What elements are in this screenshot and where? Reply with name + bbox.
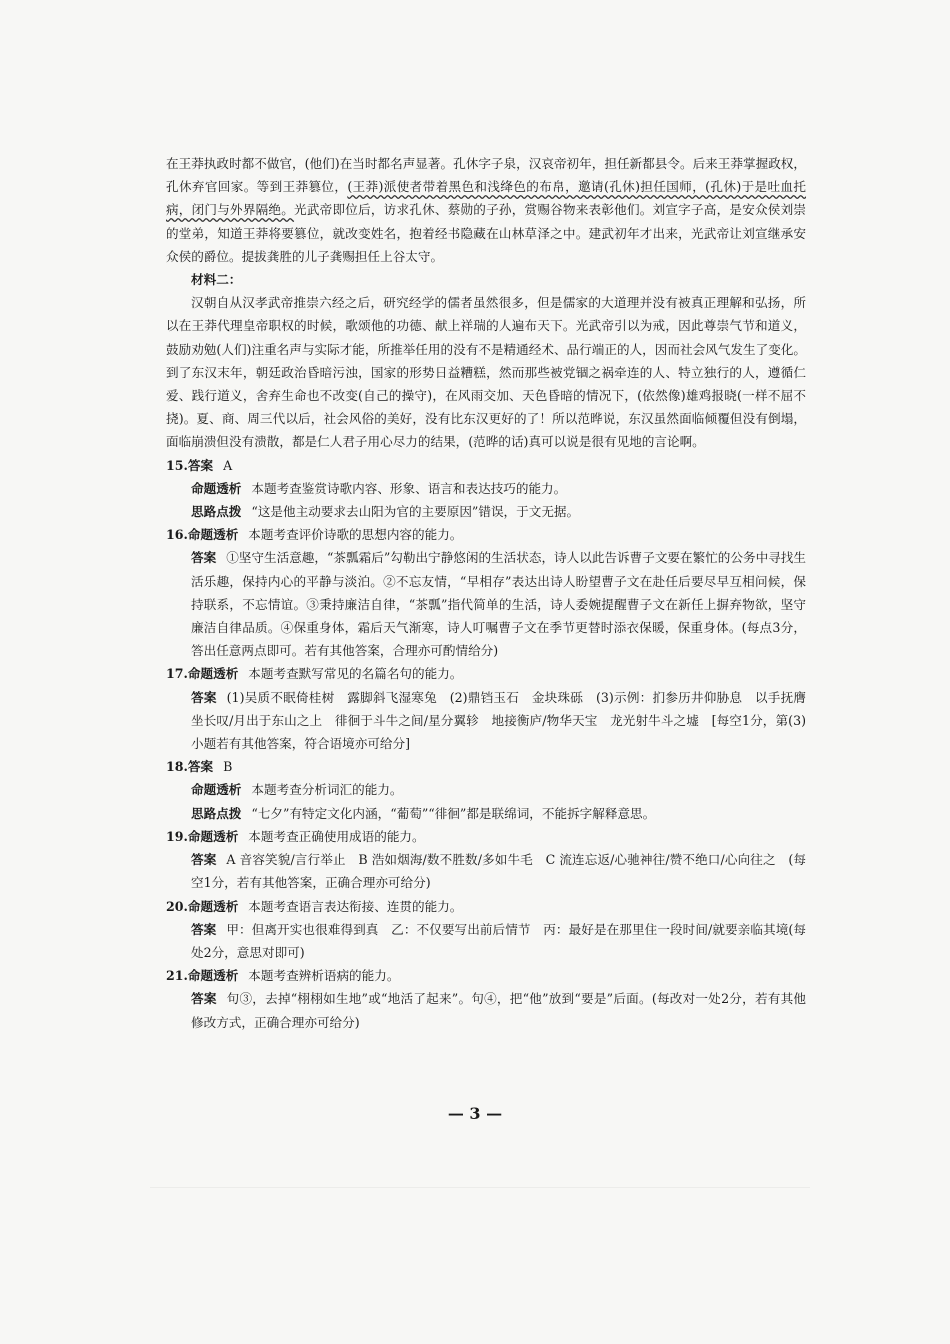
q15-analysis xyxy=(166,477,806,500)
material1-tail xyxy=(166,152,806,268)
q21-analysis-label: 命题透析 xyxy=(187,968,239,984)
q20-answer xyxy=(166,918,806,964)
q19-answer xyxy=(166,848,806,894)
material2-text: 汉朝自从汉孝武帝推崇六经之后，研究经学的儒者虽然很多，但是儒家的大道理并没有被真正理解和弘扬，所以在王莽代理皇帝职权的时候，歌颂他的功德、献上祥瑞的人遍布天下。光武帝引以为戒，因此尊崇气节和道义，鼓励劝勉(人们)注重名声与实际才能，所推举任用的没有不是精通经术、品行端正的人，因而社会风气发生了变化。到了东汉末年，朝廷政治昏暗污浊，国家的形势日益糟糕，然而那些被党锢之祸牵连的人、特立独行的人，遵循仁爱、践行道义，舍弃生命也不改变(自己的操守)，在风雨交加、天色昏暗的情况下，(依然像)雄鸡报晓(一样不屈不挠)。夏、商、周三代以后，社会风俗的美好，没有比东汉更好的了！所以范晔说，东汉虽然面临倾覆但没有倒塌，面临崩溃但没有溃散，都是仁人君子用心尽力的结果，(范晔的话)真可以说是很有见地的言论啊。 xyxy=(166,295,806,450)
q19-analysis-text: 本题考查正确使用成语的能力。 xyxy=(248,828,425,844)
q17-answer xyxy=(166,686,806,756)
q17-analysis-label: 命题透析 xyxy=(187,666,239,682)
q21-analysis xyxy=(166,964,806,987)
q19-answer-text: A 音容笑貌/言行举止 B 浩如烟海/数不胜数/多如牛毛 C 流连忘返/心驰神往/赞不绝口/心向往之 (每空1分，若有其他答案，正确合理亦可给分) xyxy=(191,852,807,891)
q18-number: 18. xyxy=(166,759,188,775)
q21-answer-label: 答案 xyxy=(191,991,217,1007)
q15-answer-label: 答案 xyxy=(187,457,214,473)
q17-answer-label: 答案 xyxy=(191,689,217,705)
q15-hint-label: 思路点拨 xyxy=(191,504,242,520)
q17-number: 17. xyxy=(166,666,188,682)
q17-analysis-text: 本题考查默写常见的名篇名句的能力。 xyxy=(248,666,463,682)
q18-hint-text: “七夕”有特定文化内涵，“葡萄”“徘徊”都是联绵词，不能拆字解释意思。 xyxy=(251,805,656,821)
material1-text-a: 在王莽执政时都不做官，(他们)在当时都名声显著。孔休字子泉，汉哀帝初年，担任新都县令。后来王莽掌握政权，孔休弃官回家。等到王莽篡位， xyxy=(166,156,806,195)
q17-analysis xyxy=(166,662,806,685)
q16-analysis-text: 本题考查评价诗歌的思想内容的能力。 xyxy=(248,527,463,543)
q18-answer-line xyxy=(166,755,806,778)
q18-answer: B xyxy=(223,759,233,775)
q15-answer-line xyxy=(166,454,806,477)
q15-number: 15. xyxy=(166,457,188,473)
material2-heading: 材料二： xyxy=(191,272,242,288)
q15-analysis-label: 命题透析 xyxy=(191,480,242,496)
q18-answer-label: 答案 xyxy=(187,759,214,775)
material1-text-b: 光武帝即位后，访求孔休、蔡勋的子孙，赏赐谷物来表彰他们。刘宣字子高，是安众侯刘崇的堂弟，知道王莽将要篡位，就改变姓名，抱着经书隐藏在山林草泽之中。建武初年才出来，光武帝让刘宣继承安众侯的爵位。提拔龚胜的儿子龚赐担任上谷太守。 xyxy=(166,202,807,264)
document-body xyxy=(166,152,806,1034)
q19-answer-label: 答案 xyxy=(191,852,217,868)
page-number: — 3 — xyxy=(447,1104,503,1123)
q15-hint xyxy=(166,500,806,523)
q21-analysis-text: 本题考查辨析语病的能力。 xyxy=(248,968,400,984)
q18-hint-label: 思路点拨 xyxy=(191,805,242,821)
q18-hint xyxy=(166,802,806,825)
q21-answer xyxy=(166,987,806,1033)
q21-number: 21. xyxy=(166,968,188,984)
q19-analysis xyxy=(166,825,806,848)
q18-analysis-label: 命题透析 xyxy=(191,782,242,798)
q20-analysis-text: 本题考查语言表达衔接、连贯的能力。 xyxy=(248,898,463,914)
q16-number: 16. xyxy=(166,527,188,543)
q21-answer-text: 句③，去掉“栩栩如生地”或“地活了起来”。句④，把“他”放到“要是”后面。(每改对一处2分，若有其他修改方式，正确合理亦可给分) xyxy=(191,991,807,1030)
q15-analysis-text: 本题考查鉴赏诗歌内容、形象、语言和表达技巧的能力。 xyxy=(251,480,567,496)
q19-number: 19. xyxy=(166,828,188,844)
material1-wavy-underline: (王莽)派使者带着黑色和浅绛色的布帛，邀请(孔休)担任国师，(孔休)于是吐血托病，闭门与外界隔绝。 xyxy=(166,179,807,218)
q16-answer-text: ①坚守生活意趣，“茶瓢霜后”勾勒出宁静悠闲的生活状态，诗人以此告诉曹子文要在繁忙的公务中寻找生活乐趣，保持内心的平静与淡泊。②不忘友情，“早相存”表达出诗人盼望曹子文在赴任后要尽早互相问候，保持联系，不忘情谊。③秉持廉洁自律，“茶瓢”指代简单的生活，诗人委婉提醒曹子文在新任上摒弃物欲，坚守廉洁自律品质。④保重身体，霜后天气渐寒，诗人叮嘱曹子文在季节更替时添衣保暖，保重身体。(每点3分，答出任意两点即可。若有其他答案，合理亦可酌情给分) xyxy=(191,550,806,659)
q16-analysis-label: 命题透析 xyxy=(187,527,239,543)
q20-analysis-label: 命题透析 xyxy=(187,898,239,914)
q20-analysis xyxy=(166,895,806,918)
q18-analysis xyxy=(166,778,806,801)
q16-answer xyxy=(166,546,806,662)
q16-answer-label: 答案 xyxy=(191,550,217,566)
q18-analysis-text: 本题考查分析词汇的能力。 xyxy=(251,782,403,798)
q17-answer-text: (1)吴质不眠倚桂树 露脚斜飞湿寒兔 (2)鼎铛玉石 金块珠砾 (3)示例：扪参历井仰胁息 以手抚膺坐长叹/月出于东山之上 徘徊于斗牛之间/星分翼轸 地接衡庐/物华天宝 龙光射牛斗之墟 [每空1分，第(3)小题若有其他答案，符合语境亦可给分] xyxy=(191,689,806,752)
q16-analysis xyxy=(166,523,806,546)
q15-answer: A xyxy=(223,457,233,473)
q19-analysis-label: 命题透析 xyxy=(187,828,239,844)
q20-answer-text: 甲：但离开实也很难得到真 乙：不仅要写出前后情节 丙：最好是在那里住一段时间/就要亲临其境(每处2分，意思对即可) xyxy=(191,921,806,960)
q15-hint-text: “这是他主动要求去山阳为官的主要原因”错误，于文无据。 xyxy=(251,504,580,520)
q20-answer-label: 答案 xyxy=(191,921,217,937)
scan-divider xyxy=(150,1187,810,1188)
q20-number: 20. xyxy=(166,898,188,914)
